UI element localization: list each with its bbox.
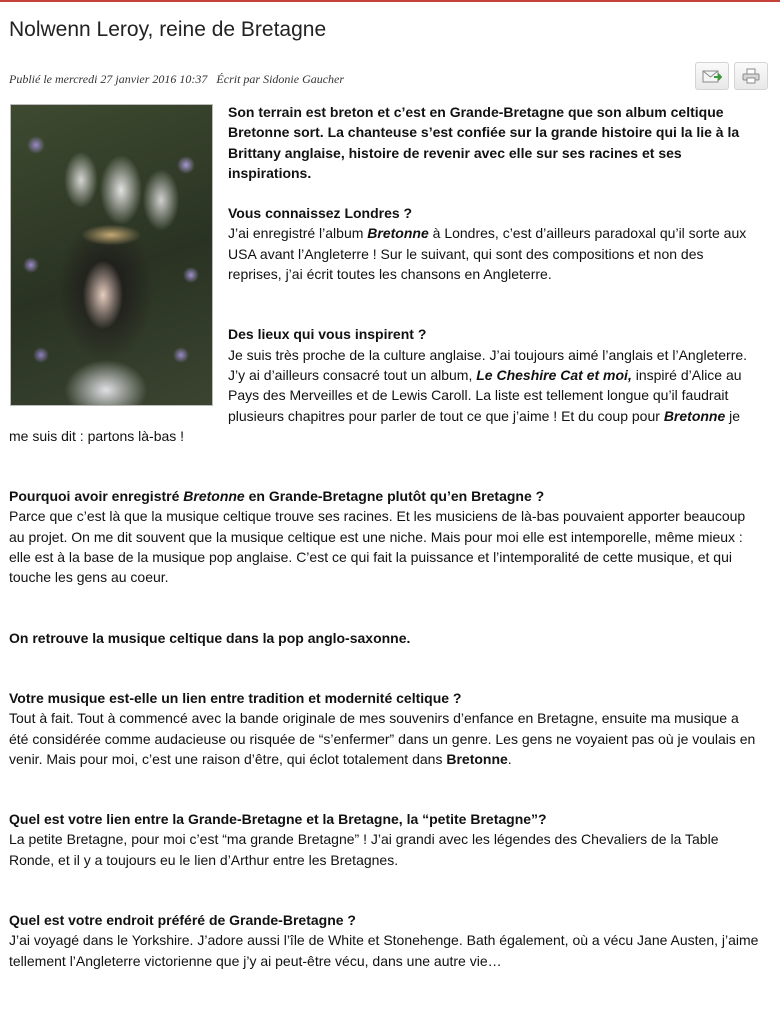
answer-5: Tout à fait. Tout à commencé avec la bande originale de mes souvenirs d’enfance en Bretagne, ensuite ma musique a été considérée comme audacieuse ou risquée de “s’enfermer” dans un genre. Les gens ne voyaient pas où je voulais en venir. Mais pour moi, c’est une raison d’être, qui éclot totalement dans Bretonne. <box>9 710 756 767</box>
publish-date: Publié le mercredi 27 janvier 2016 10:37 <box>9 72 208 86</box>
question-6: Quel est votre lien entre la Grande-Bretagne et la Bretagne, la “petite Bretagne”? <box>9 811 547 828</box>
author: Écrit par Sidonie Gaucher <box>216 72 345 86</box>
article-title: Nolwenn Leroy, reine de Bretagne <box>9 18 327 41</box>
article-body <box>9 102 759 971</box>
question-7: Quel est votre endroit préféré de Grande-Bretagne ? <box>9 912 356 929</box>
article-meta <box>9 72 344 87</box>
question-2: Des lieux qui vous inspirent ? <box>228 326 427 343</box>
answer-7: J’ai voyagé dans le Yorkshire. J’adore aussi l’île de White et Stonehenge. Bath également, où a vécu Jane Austen, j’aime tellement l’Angleterre victorienne que j’y ai peut-être vécu, dans une autre vie… <box>9 932 759 969</box>
question-4: On retrouve la musique celtique dans la pop anglo-saxonne. <box>9 629 411 646</box>
print-button[interactable] <box>734 62 768 90</box>
artist-photo <box>10 104 213 406</box>
answer-3: Parce que c’est là que la musique celtique trouve ses racines. Et les musiciens de là-bas pouvaient apporter beaucoup au projet. On me dit souvent que la musique celtique est une niche. Mais pour moi elle est intemporelle, même mieux : elle est à la base de la musique pop anglaise. C’est ce qui fait la puissance et l’intemporalité de cette musique, et qui touche les gens au coeur. <box>9 508 746 586</box>
answer-6: La petite Bretagne, pour moi c’est “ma grande Bretagne” ! J’ai grandi avec les légendes des Chevaliers de la Table Ronde, et il y a toujours eu le lien d’Arthur entre les Bretagnes. <box>9 831 719 868</box>
answer-1: J’ai enregistré l’album Bretonne à Londres, c’est d’ailleurs paradoxal qu’il sorte aux USA avant l’Angleterre ! Sur le suivant, qui sont des compositions et non des reprises, j’ai écrit toutes les chansons en Angleterre. <box>228 225 747 283</box>
question-1: Vous connaissez Londres ? <box>228 205 413 222</box>
email-icon <box>702 68 722 84</box>
email-button[interactable] <box>695 62 729 90</box>
article-lead: Son terrain est breton et c’est en Grande-Bretagne que son album celtique Bretonne sort. La chanteuse s’est confiée sur la grande histoire qui la lie à la Brittany anglaise, histoire de revenir avec elle sur ses racines et ses inspirations. <box>228 104 740 181</box>
print-icon <box>742 68 760 84</box>
question-5: Votre musique est-elle un lien entre tradition et modernité celtique ? <box>9 689 462 706</box>
answer-2: Je suis très proche de la culture anglaise. J’ai toujours aimé l’anglais et l’Angleterre. J’y ai d’ailleurs consacré tout un album, Le Cheshire Cat et moi, inspiré d’Alice au Pays des Merveilles et de Lewis Caroll. La liste est tellement longue qu’il faudrait plusieurs chapitres pour parler de tout ce que j’aime ! Et du coup pour Bretonne je me suis dit : partons là-bas ! <box>9 346 748 444</box>
question-3: Pourquoi avoir enregistré Bretonne en Grande-Bretagne plutôt qu’en Bretagne ? <box>9 488 545 505</box>
top-border <box>0 0 780 2</box>
